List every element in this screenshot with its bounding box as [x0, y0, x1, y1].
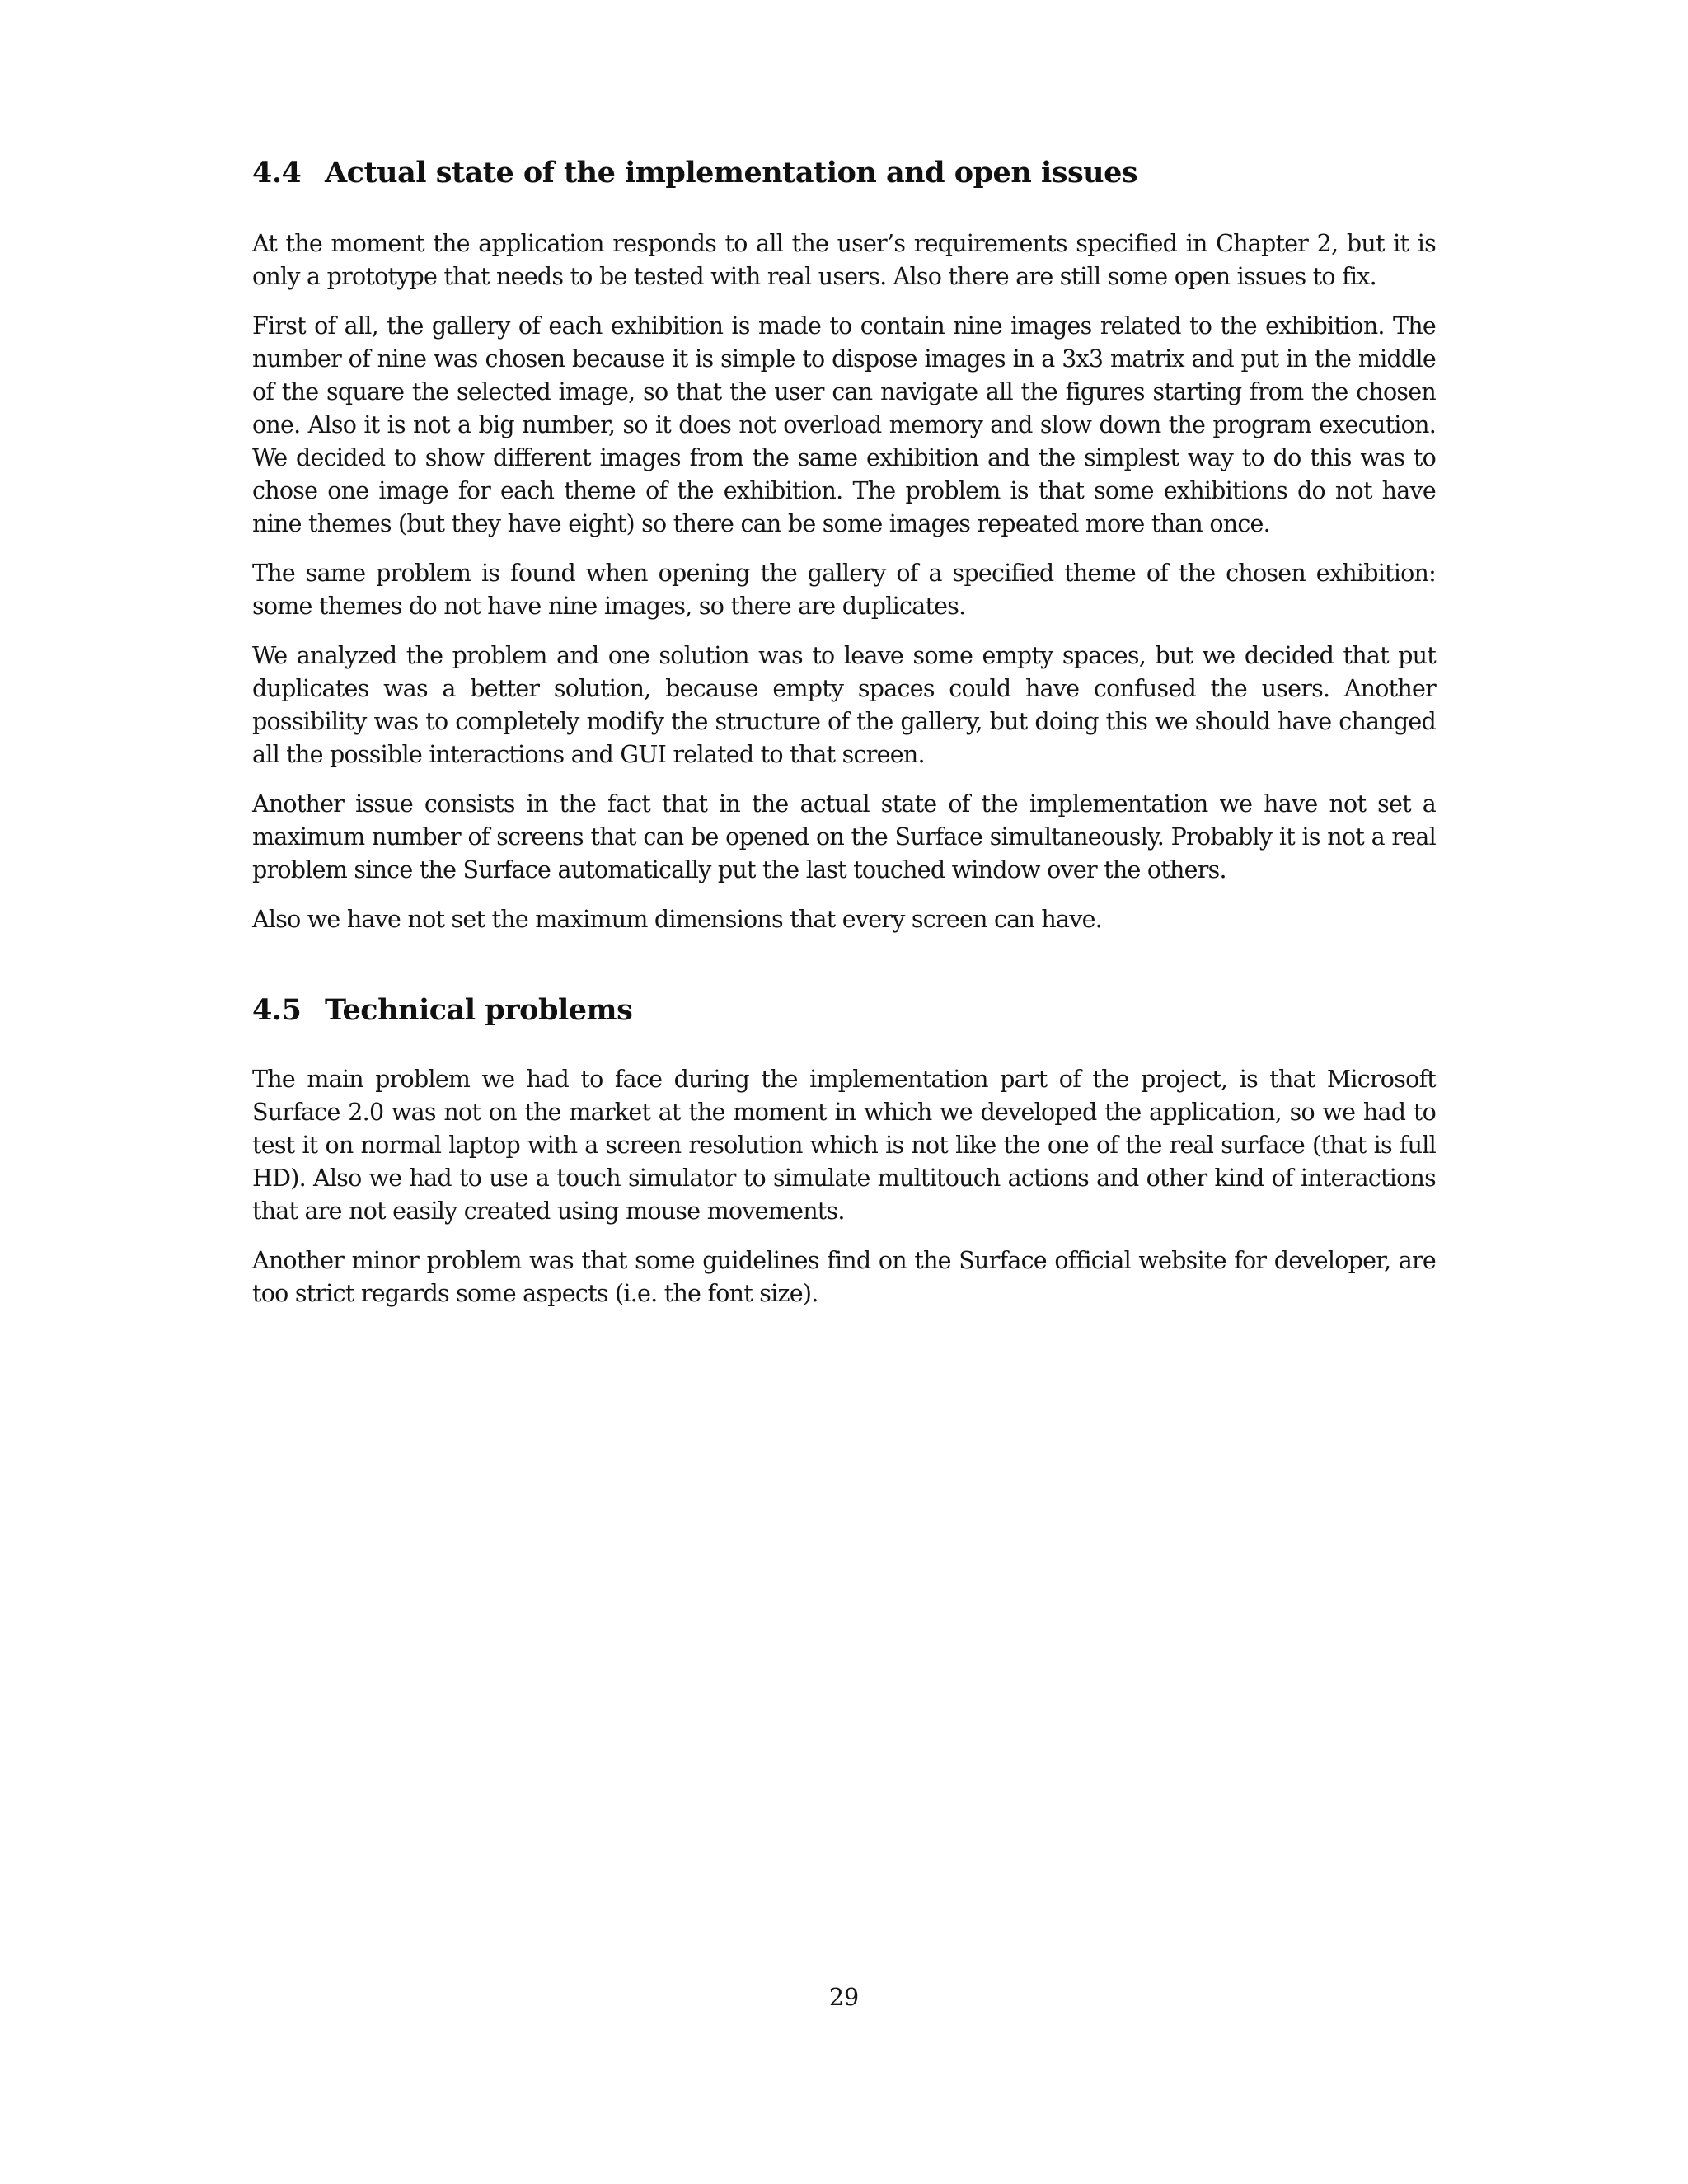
paragraph: Also we have not set the maximum dimensions that every screen can have. [252, 906, 1102, 933]
page-number: 29 [828, 1984, 860, 2011]
paragraph: The same problem is found when opening the gallery of a specified theme of the chosen exhibition: some themes do not have nine images, so there are duplicates. [252, 560, 1436, 620]
section-number: 4.4 [252, 156, 302, 190]
paragraph: At the moment the application responds to all the user’s requirements specified in Chapter 2, but it is only a prototype that needs to be tested with real users. Also there are still some open issues to fix. [252, 230, 1436, 290]
page-body [252, 153, 1436, 1310]
section-4-5 [252, 991, 1436, 1310]
paragraph: We analyzed the problem and one solution was to leave some empty spaces, but we decided that put duplicates was a better solution, because empty spaces could have confused the users. Another possibility was to completely modify the structure of the gallery, but doing this we should have changed all the possible interactions and GUI related to that screen. [252, 642, 1436, 768]
paragraph: First of all, the gallery of each exhibition is made to contain nine images related to the exhibition. The number of nine was chosen because it is simple to dispose images in a 3x3 matrix and put in the middle of the square the selected image, so that the user can navigate all the figures starting from the chosen one. Also it is not a big number, so it does not overload memory and slow down the program execution. We decided to show different images from the same exhibition and the simplest way to do this was to chose one image for each theme of the exhibition. The problem is that some exhibitions do not have nine themes (but they have eight) so there can be some images repeated more than once. [252, 312, 1436, 537]
paragraph: Another minor problem was that some guidelines find on the Surface official website for developer, are too strict regards some aspects (i.e. the font size). [252, 1247, 1436, 1307]
section-number: 4.5 [252, 993, 302, 1027]
section-heading [252, 991, 1436, 1030]
paragraph: Another issue consists in the fact that in the actual state of the implementation we have not set a maximum number of screens that can be opened on the Surface simultaneously. Probably it is not a real problem since the Surface automatically put the last touched window over the others. [252, 790, 1436, 883]
section-4-4 [252, 153, 1436, 936]
section-heading [252, 153, 1436, 193]
paragraph: The main problem we had to face during the implementation part of the project, is that Microsoft Surface 2.0 was not on the market at the moment in which we developed the application, so we had to test it on normal laptop with a screen resolution which is not like the one of the real surface (that is full HD). Also we had to use a touch simulator to simulate multitouch actions and other kind of interactions that are not easily created using mouse movements. [252, 1066, 1436, 1225]
section-title: Actual state of the implementation and open issues [325, 156, 1138, 190]
section-title: Technical problems [325, 993, 633, 1027]
